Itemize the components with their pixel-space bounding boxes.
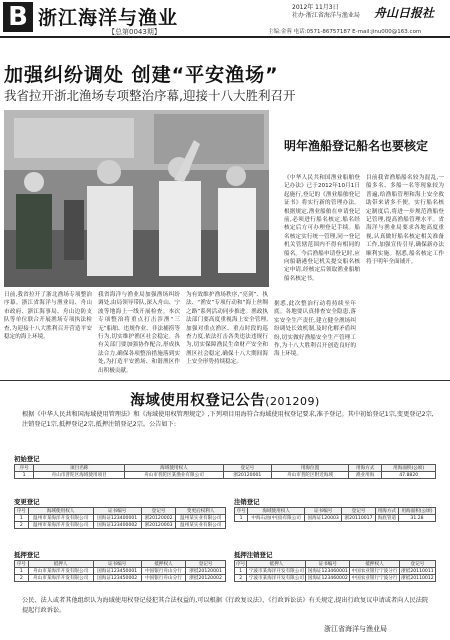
- table-cell: 国海证123400002: [93, 522, 141, 529]
- article-photo: [4, 110, 269, 287]
- table-cell: 宁波市某海洋开发有限公司: [248, 576, 304, 581]
- table-header-row: [15, 508, 226, 515]
- table-cell: 浙抵20110011: [401, 569, 434, 574]
- table-cell: 舟山市普陀区附近海域: [272, 472, 349, 479]
- sidebar-column-2: 目前我省渔船船名较为混乱,一船多名、多船一名等现象较为普遍,给渔船管理和海上安全救助带来诸多不便。实行船名核定制度后,将进一步规范渔船登记管理,提高渔船管理水平。省海洋与渔业局要求各地高度重视,认真做好船名核定相关准备工作,加强宣传引导,确保新办法顺利实施。据悉,船名核定工作将于明年全面铺开。: [366, 175, 444, 266]
- table-header-cell: 证书编号: [93, 508, 141, 515]
- table-cell: 47.8820: [382, 472, 436, 479]
- table-cell: 国海证123450002: [93, 575, 141, 582]
- section-title: 浙江海洋与渔业: [38, 7, 179, 29]
- table-cell: 国海证123400001: [93, 515, 141, 522]
- initial-registration-label: 初始登记: [14, 455, 40, 463]
- table-cell: 浙抵20120001: [186, 568, 226, 575]
- section-divider: [0, 380, 450, 381]
- table-cell: 舟山市普陀区某渔业有限公司: [125, 472, 223, 479]
- table-header-cell: 序号: [236, 509, 246, 514]
- table-row: [15, 515, 226, 522]
- table-header-row: [15, 561, 226, 568]
- photo-caption: 日前,我省拉开了浙北渔场专项整治序幕。浙江省海洋与渔业局、舟山市政府、浙江海事局、舟山边防支队等单位联合开展渔场专项执法检查,为迎接十八大胜利召开营造平安稳定的海上环境。: [4, 292, 92, 341]
- table-cell: 浙抵20110012: [401, 576, 434, 581]
- article-subhead: 我省拉开浙北渔场专项整治序幕,迎接十八大胜利召开: [4, 88, 296, 103]
- table-header-cell: 登记号: [399, 561, 435, 568]
- table-row: [235, 575, 436, 582]
- table-header-cell: 序号: [236, 562, 246, 567]
- issue-number: 【总第0043期】: [108, 28, 161, 36]
- table-header-cell: 证书编号: [305, 508, 342, 515]
- paper-logo: 舟山日报社: [374, 6, 435, 20]
- table-header-cell: 序号: [15, 508, 29, 515]
- table-header-row: [15, 465, 436, 472]
- table-header-row: [235, 508, 436, 515]
- table-header-cell: 序号: [15, 465, 34, 472]
- notice-title-text: 海域使用权登记公告: [130, 393, 266, 409]
- table-cell: 海底管道: [375, 515, 398, 522]
- table-cell: 1: [235, 568, 247, 575]
- table-header-cell: 海域使用权人: [28, 508, 93, 515]
- table-cell: 浙20120003: [141, 522, 176, 529]
- cancel-registration-label: 注销登记: [234, 498, 260, 506]
- table-cell: 宁波市某海洋开发有限公司: [248, 569, 304, 574]
- article-headline: 加强纠纷调处 创建“平安渔场”: [4, 64, 279, 86]
- table-cell: 中海石油(中国)有限公司: [248, 515, 305, 522]
- notice-intro: 根据《中华人民共和国海域使用管理法》和《海域使用权管理规定》,下列项目用海符合海域使用权登记要求,准予登记。其中初始登记1宗,变更登记2宗,注销登记1宗,抵押登记2宗,抵押注销登记2宗。公告如下:: [22, 411, 434, 428]
- table-header-cell: 抵押人: [28, 561, 93, 568]
- notice-organization: 浙江省海洋与渔业局: [324, 625, 387, 633]
- editor-line: 主编:金蓉 电话:0571-86757187 E-mail:jinu000@163.com: [268, 29, 422, 35]
- section-letter: B: [3, 2, 33, 32]
- table-cell: 国海证123450001: [93, 568, 141, 575]
- table-cell: 2: [15, 575, 29, 582]
- table-header-cell: 海域使用权人: [125, 465, 223, 472]
- table-header-cell: 用海面积(公顷): [382, 465, 436, 472]
- table-header-cell: 抵押人: [247, 561, 306, 568]
- table-cell: 国海证123460001: [307, 569, 348, 574]
- table-header-cell: 抵押权人: [141, 561, 185, 568]
- table-cell: 温州某实业有限公司: [176, 515, 226, 522]
- date-block: [292, 4, 360, 20]
- article-column-2: 我省海洋与渔业局加强渔场纠纷调处,由局领导带队,深入舟山、宁波等地海上一线开展检查。本次专项整治将重点打击涉渔“三无”船舶、违规作业、非法捕捞等行为,切实维护渔区社会稳定。各有关部门要加强协作配合,形成执法合力,确保各项整治措施落到实处,为打造平安渔场、和谐渔区作出积极贡献。: [98, 292, 180, 374]
- article-column-3: 为有效维护渔场秩序,“亮剑”、执法、“渔安”专项行动和“海上丝绸之路”系列活动同步推进。渔政执法部门要高度重视海上安全管理,加强对重点渔区、重点时段的巡查力度,依法打击各类违法违规行为,切实保障渔民生命财产安全和渔区社会稳定,确保十八大期间海上安全形势持续稳定。: [186, 292, 268, 366]
- table-row: [15, 575, 226, 582]
- table-row: [235, 515, 436, 522]
- table-cell: 浙20110017: [342, 515, 376, 522]
- table-cell: 1: [15, 472, 34, 479]
- change-registration-label: 变更登记: [14, 498, 40, 506]
- table-cell: 中国农业银行宁波分行: [351, 569, 398, 574]
- table-row: [15, 568, 226, 575]
- table-cell: 国海证120003: [305, 515, 342, 522]
- table-header-cell: 抵押权人: [350, 561, 400, 568]
- table-row: [235, 568, 436, 575]
- notice-footer: 公民、法人或者其他组织认为海域使用权登记侵犯其合法权益的,可以根据《行政复议法》、《行政诉讼法》有关规定,提出行政复议申请或者向人民法院提起行政诉讼。: [22, 597, 429, 614]
- table-header-cell: 证书编号: [93, 561, 141, 568]
- table-cell: 中国农业银行宁波分行: [351, 576, 398, 581]
- table-header-row: [235, 561, 436, 568]
- table-cell: 温州市某海洋开发有限公司: [28, 522, 93, 529]
- table-cell: 1: [235, 515, 248, 522]
- table-header-cell: 登记号: [223, 465, 272, 472]
- table-cell: 国海证123460002: [307, 576, 348, 581]
- table-header-cell: 登记号: [342, 508, 376, 515]
- table-header-cell: 变更后权利人: [176, 508, 226, 515]
- table-header-cell: 用海面积(公顷): [398, 508, 435, 515]
- publisher-line: 社办·浙江省海洋与渔业局: [292, 12, 360, 19]
- sidebar-title: 明年渔船登记船名也要核定: [284, 139, 429, 153]
- table-cell: 1: [15, 515, 29, 522]
- notice-title: [0, 389, 450, 410]
- table-cell: 温州市某海洋开发有限公司: [28, 515, 93, 522]
- table-header-cell: 登记号: [141, 508, 176, 515]
- table-header-cell: 海域使用权人: [248, 508, 305, 515]
- table-cell: 浙20120001: [223, 472, 272, 479]
- table-cell: 舟山市某海洋开发有限公司: [28, 568, 93, 575]
- initial-registration-table: [14, 464, 436, 479]
- table-header-cell: 证书编号: [306, 561, 350, 568]
- table-cell: 温州某实业有限公司: [176, 522, 226, 529]
- table-cell: 舟山市普陀区海域使用项目: [34, 472, 125, 479]
- notice-number: (201209): [265, 395, 320, 408]
- table-cell: 31.28: [398, 515, 435, 522]
- cancel-registration-table: [234, 507, 436, 522]
- table-header-cell: 用海位置: [272, 465, 349, 472]
- table-cell: 中国银行舟山分行: [141, 568, 185, 575]
- masthead: [0, 0, 450, 38]
- table-row: [15, 522, 226, 529]
- table-header-cell: 项目名称: [34, 465, 125, 472]
- table-header-cell: 用海方式: [375, 508, 398, 515]
- table-cell: 浙20120002: [141, 515, 176, 522]
- table-cell: 2: [15, 522, 29, 529]
- table-cell: 1: [15, 568, 29, 575]
- date-line: 2012年 11月3日: [292, 4, 339, 11]
- table-cell: 2: [235, 575, 247, 582]
- table-header-cell: 序号: [15, 561, 29, 568]
- article-column-4: 据悉,此次整治行动将持续至年底。各地要认真排查安全隐患,落实安全生产责任,建立健全渔场纠纷调处长效机制,及时化解矛盾纠纷,切实做好渔船安全生产管理工作,为十八大胜利召开创造良好的海上环境。: [274, 301, 356, 358]
- mortgage-registration-label: 抵押登记: [14, 551, 40, 559]
- table-cell: 渔业用海: [348, 472, 382, 479]
- table-cell: 中国银行舟山分行: [141, 575, 185, 582]
- mortgage-cancel-label: 抵押注销登记: [234, 551, 273, 559]
- table-row: [15, 472, 436, 479]
- change-registration-table: [14, 507, 226, 529]
- mortgage-registration-table: [14, 560, 226, 582]
- sidebar-column-1: 《中华人民共和国渔业船舶登记办法》已于2012年10月1日起施行,登记的《渔业船舶登记证书》将实行新的管理办法。根据规定,渔业船舶在申请登记前,必须进行船名核定,船名经核定后方可办理登记手续。船名核定实行统一管理,同一登记机关管辖范围内不得有相同的船名。今后渔船申请登记时,应向船籍港登记机关提交船名核定申请,经核定后领取渔业船舶船名核定书。: [284, 175, 360, 282]
- mortgage-cancel-table: [234, 560, 436, 582]
- table-cell: 舟山市某海洋开发有限公司: [28, 575, 93, 582]
- table-header-cell: 用海方式: [348, 465, 382, 472]
- table-cell: 浙抵20120002: [186, 575, 226, 582]
- table-header-cell: 登记号: [186, 561, 226, 568]
